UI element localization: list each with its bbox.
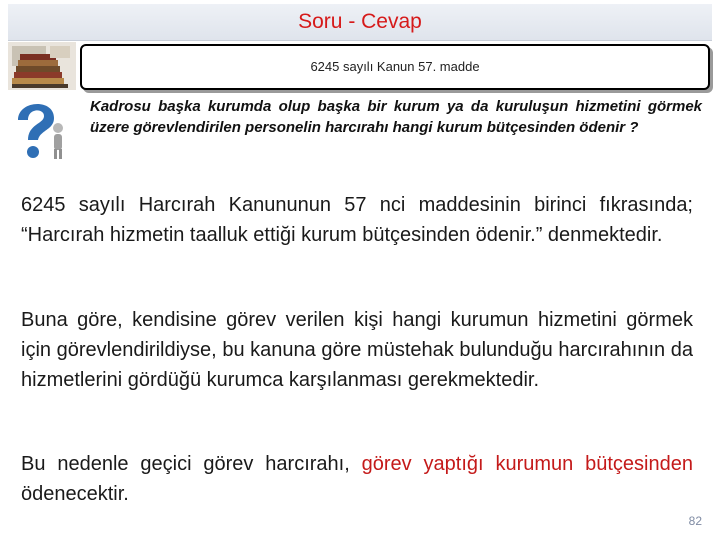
- answer-paragraph-3: [21, 449, 693, 509]
- reference-box: [80, 44, 710, 90]
- paragraph-3-part-1: Bu nedenle geçici görev harcırahı,: [21, 453, 362, 475]
- answer-paragraph-1: 6245 sayılı Harcırah Kanununun 57 nci maddesinin birinci fıkrasında; “Harcırah hizmetin taalluk ettiği kurum bütçesinden ödenir.” denmektedir.: [21, 194, 693, 246]
- books-icon: [8, 42, 76, 90]
- question-person-icon: [10, 94, 74, 162]
- paragraph-3-part-3: ödenecektir.: [21, 483, 129, 505]
- question-text: Kadrosu başka kurumda olup başka bir kurum ya da kuruluşun hizmetini görmek üzere görevlendirilen personelin harcırahı hangi kurum bütçesinden ödenir ?: [90, 98, 702, 136]
- reference-text: 6245 sayılı Kanun 57. madde: [310, 59, 480, 74]
- answer-paragraph-2: Buna göre, kendisine görev verilen kişi hangi kurumun hizmetini görmek için görevlendirildiyse, bu kanuna göre müstehak bulunduğu harcırahının da hizmetlerini gördüğü kurumca karşılanması gerekmektedir.: [21, 309, 693, 391]
- slide-title: Soru - Cevap: [298, 10, 422, 33]
- title-bar: [8, 4, 712, 41]
- paragraph-3-highlight: görev yaptığı kurumun bütçesinden: [361, 453, 693, 475]
- page-number: 82: [688, 514, 702, 528]
